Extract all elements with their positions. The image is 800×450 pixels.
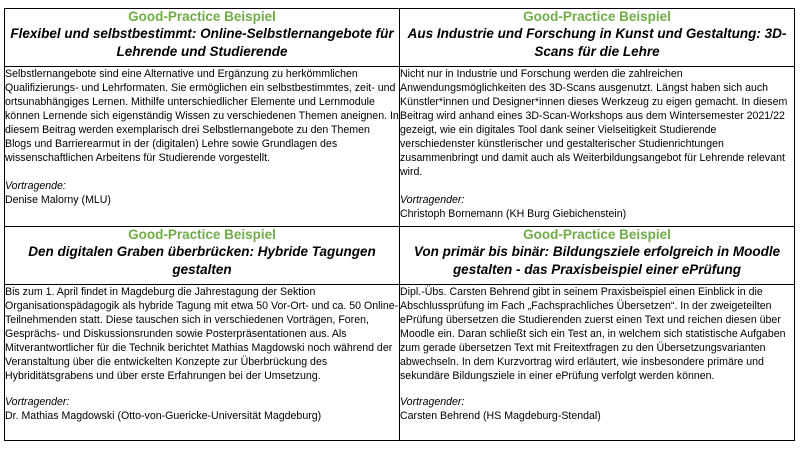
cell-3-kicker: Good-Practice Beispiel: [128, 227, 276, 242]
cell-4-body: [400, 285, 795, 441]
cell-3-body: [5, 285, 400, 441]
cell-4-kicker: Good-Practice Beispiel: [523, 227, 671, 242]
practice-examples-table: [4, 8, 795, 441]
cell-2-presenter: Christoph Bornemann (KH Burg Giebichenstein): [400, 208, 627, 220]
cell-4-presenter: Carsten Behrend (HS Magdeburg-Stendal): [400, 410, 601, 422]
cell-4-role-label: Vortragender:: [400, 396, 465, 408]
cell-1-presenter: Denise Malorny (MLU): [5, 194, 111, 206]
cell-2-kicker: Good-Practice Beispiel: [523, 9, 671, 24]
cell-3-header: [5, 227, 400, 285]
cell-3-presenter: Dr. Mathias Magdowski (Otto-von-Guericke-Universität Magdeburg): [5, 410, 322, 422]
cell-2-description: Nicht nur in Industrie und Forschung werden die zahlreichen Anwendungsmöglichkeiten des 3D-Scans ausgenutzt. Längst haben sich auch Künstler*innen und Designer*innen dieses Werkzeug zu eigen gemacht. In diesem Beitrag wird anhand eines 3D-Scan-Workshops aus dem Wintersemester 2021/22 gezeigt, wie ein digitales Tool dank seiner Vielseitigkeit Studierende verschiedenster künstlerischer und gestalterischer Studienrichtungen zusammenbringt und damit auch als Weiterbildungsangebot für Lehrende relevant wird.: [400, 68, 788, 178]
cell-1-header: [5, 9, 400, 67]
cell-2-title: Aus Industrie und Forschung in Kunst und Gestaltung: 3D-Scans für die Lehre: [407, 26, 787, 59]
cell-2-header: [400, 9, 795, 67]
cell-1-kicker: Good-Practice Beispiel: [128, 9, 276, 24]
cell-4-title: Von primär bis binär: Bildungsziele erfolgreich in Moodle gestalten - das Praxisbeispiel einer ePrüfung: [413, 244, 781, 277]
cell-2-body: [400, 67, 795, 227]
cell-1-body: [5, 67, 400, 227]
cell-4-header: [400, 227, 795, 285]
cell-3-description: Bis zum 1. April findet in Magdeburg die Jahrestagung der Sektion Organisationspädagogik als hybride Tagung mit etwa 50 Vor-Ort- und ca. 50 Online-Teilnehmenden statt. Diese tauschen sich in verschiedenen Vorträgen, Foren, Gesprächs- und Diskussionsrunden sowie Posterpräsentationen aus. Als Mitverantwortlicher für die Technik berichtet Mathias Magdowski noch während der Veranstaltung über die entwickelten Konzepte zur Überbrückung des Hybriditätsgrabens und über erste Erfahrungen bei der Umsetzung.: [5, 286, 399, 382]
cell-1-description: Selbstlernangebote sind eine Alternative und Ergänzung zu herkömmlichen Qualifizierungs- und Lehrformaten. Sie ermöglichen ein selbstbestimmtes, zeit- und ortsunabhängiges Lernen. Mithilfe unterschiedlicher Elemente und Lernmodule können Lernende sich eigenständig Wissen zu verschiedenen Themen aneignen. In diesem Beitrag werden exemplarisch drei Selbstlernangebote zu den Themen Blogs und Barrierearmut in der (digitalen) Lehre sowie Grundlagen des wissenschaftlichen Arbeitens für Studierende vorgestellt.: [5, 68, 399, 164]
cell-4-description: Dipl.-Übs. Carsten Behrend gibt in seinem Praxisbeispiel einen Einblick in die Abschlussprüfung im Fach „Fachsprachliches Übersetzen“. In der zweigeteilten ePrüfung übersetzen die Studierenden zuerst einen Text und reichen diesen über Moodle ein. Daran schließt sich ein Test an, in welchem sich statistische Aufgaben zum gerade übersetzen Text mit Freitextfragen zu den Übersetzungsvarianten abwechseln. In dem Kurzvortrag wird erläutert, wie insbesondere primäre und sekundäre Bildungsziele in einer ePrüfung verfolgt werden können.: [400, 286, 786, 382]
cell-1-title: Flexibel und selbstbestimmt: Online-Selbstlernangebote für Lehrende und Studierende: [10, 26, 394, 59]
cell-3-title: Den digitalen Graben überbrücken: Hybride Tagungen gestalten: [28, 244, 376, 277]
cell-1-role-label: Vortragende:: [5, 180, 66, 192]
cell-3-role-label: Vortragender:: [5, 396, 70, 408]
cell-2-role-label: Vortragender:: [400, 194, 465, 206]
